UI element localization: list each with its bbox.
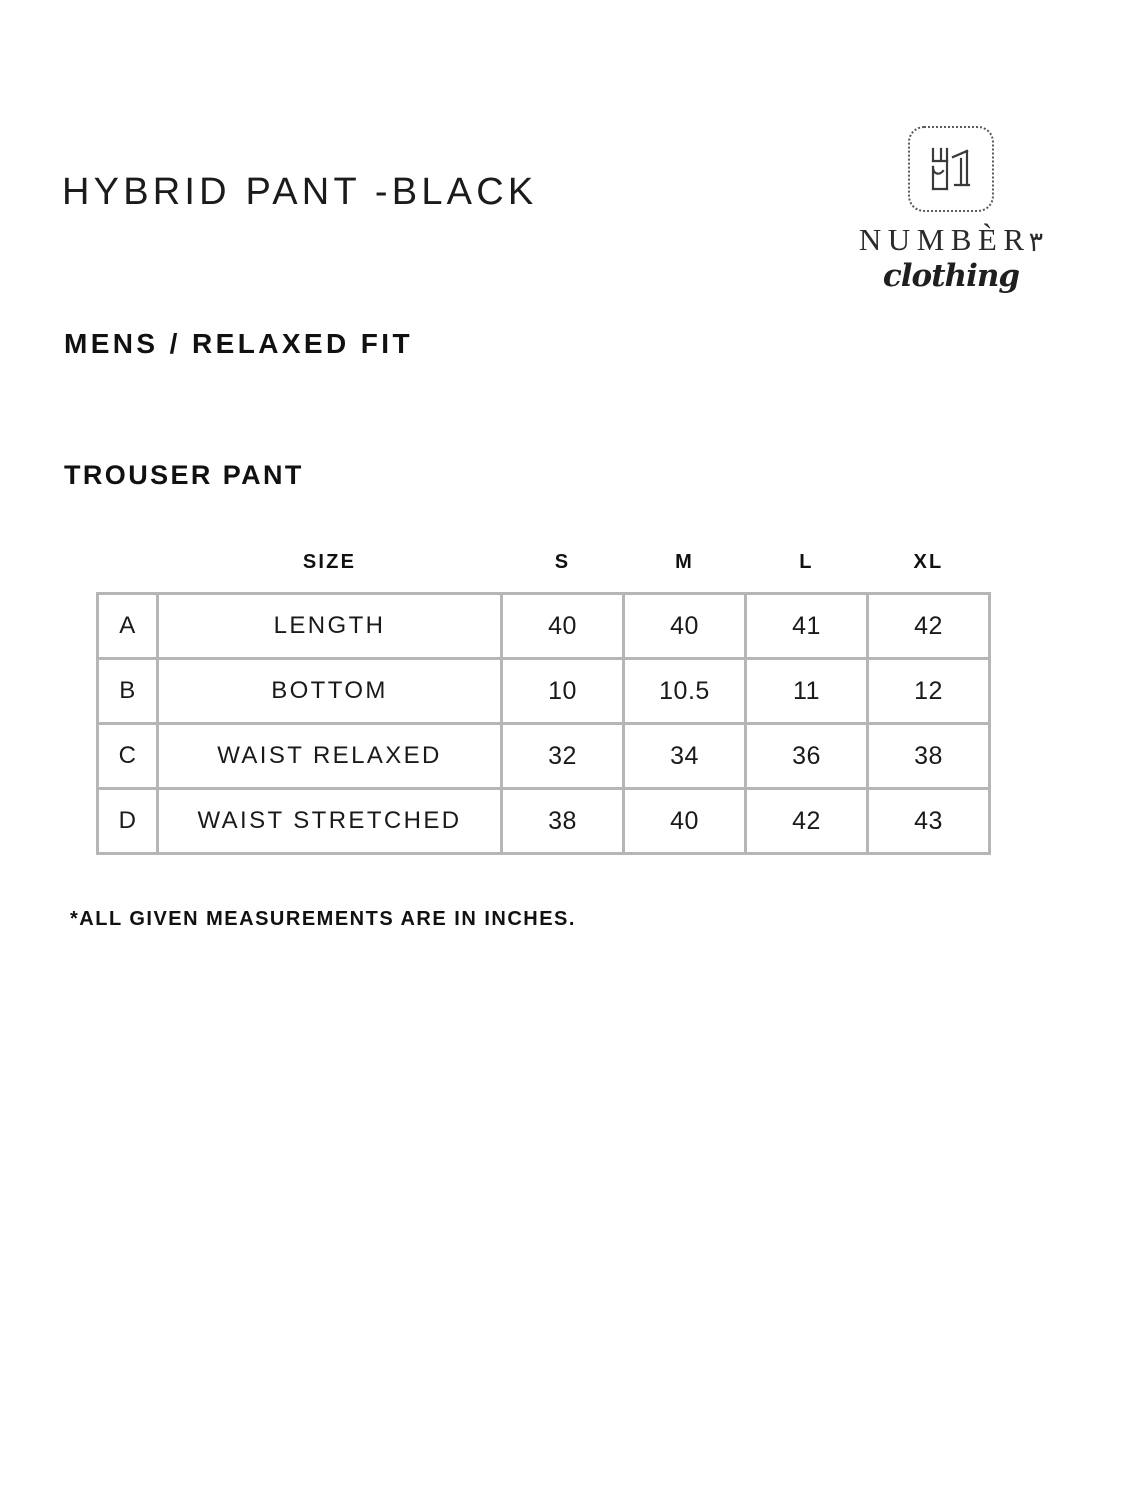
- table-row: [98, 659, 990, 724]
- cell-l: 42: [746, 789, 868, 854]
- cell-l: 36: [746, 724, 868, 789]
- brand-wordmark: [858, 222, 1044, 258]
- cell-xl: 42: [868, 594, 990, 659]
- row-key: A: [98, 594, 158, 659]
- header-size-xl: XL: [913, 551, 944, 573]
- cell-s: 32: [502, 724, 624, 789]
- cell-xl: 12: [868, 659, 990, 724]
- row-label: LENGTH: [158, 594, 502, 659]
- size-table-container: [96, 528, 988, 855]
- fit-subtitle: MENS / RELAXED FIT: [64, 328, 413, 359]
- header-size-s: S: [554, 551, 571, 573]
- cell-l: 41: [746, 594, 868, 659]
- cell-s: 10: [502, 659, 624, 724]
- row-key: D: [98, 789, 158, 854]
- page-title: HYBRID PANT -BLACK: [62, 171, 538, 213]
- brand-logo: [822, 126, 1080, 292]
- header-blank: [98, 528, 158, 594]
- cell-m: 10.5: [624, 659, 746, 724]
- cell-m: 40: [624, 594, 746, 659]
- cell-xl: 38: [868, 724, 990, 789]
- cell-l: 11: [746, 659, 868, 724]
- table-row: [98, 594, 990, 659]
- row-key: B: [98, 659, 158, 724]
- header-size-m: M: [675, 551, 694, 573]
- brand-wordmark-text: NUMBÈR: [858, 222, 1031, 257]
- measurement-units-note: *ALL GIVEN MEASUREMENTS ARE IN INCHES.: [70, 908, 576, 930]
- row-key: C: [98, 724, 158, 789]
- size-table: [96, 528, 991, 855]
- monogram-icon: [908, 126, 994, 212]
- table-row: [98, 789, 990, 854]
- section-title: TROUSER PANT: [64, 460, 304, 490]
- cell-s: 38: [502, 789, 624, 854]
- table-row: [98, 724, 990, 789]
- row-label: BOTTOM: [158, 659, 502, 724]
- brand-flourish-glyph: ۳: [1028, 227, 1044, 258]
- brand-sub-wordmark: clothing: [882, 258, 1020, 294]
- header-size-l: L: [799, 551, 814, 573]
- cell-m: 34: [624, 724, 746, 789]
- row-label: WAIST STRETCHED: [158, 789, 502, 854]
- cell-m: 40: [624, 789, 746, 854]
- cell-xl: 43: [868, 789, 990, 854]
- cell-s: 40: [502, 594, 624, 659]
- row-label: WAIST RELAXED: [158, 724, 502, 789]
- header-size: SIZE: [302, 551, 357, 573]
- table-header-row: [98, 528, 990, 594]
